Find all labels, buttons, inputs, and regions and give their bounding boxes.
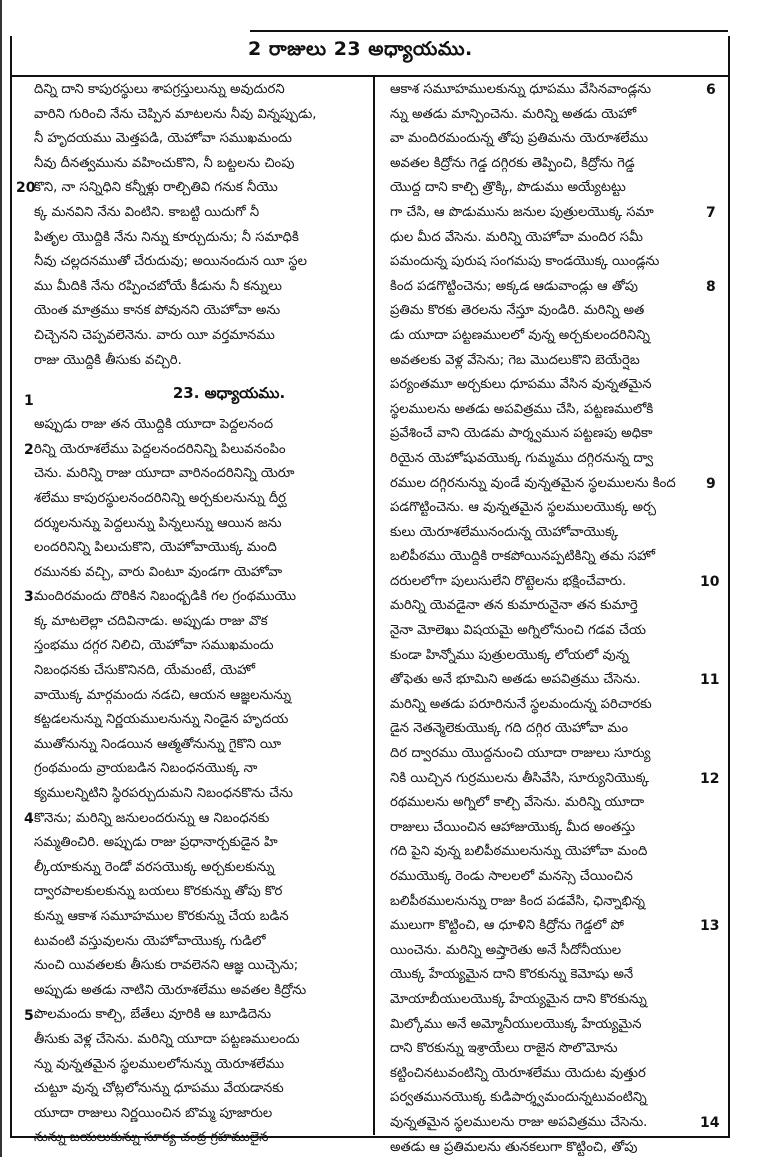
text-line: దర్శులనున్ను పెద్దలున్ను పిన్నలున్ను ఆయిన జను: [34, 515, 282, 531]
text-line: కింద పడగొట్టించెను; అక్కడ ఆడువాండ్లు ఆ తోపు: [390, 278, 638, 294]
text-line: ధుల మీద వేసెను. మరిన్ని యెహోవా మందిర సమీ: [390, 229, 643, 245]
text-line: రముల దగ్గిరనున్ను వుండే వున్నతమైన స్థలములను కింద: [390, 475, 676, 491]
text-line: తోఫెతు అనే భూమిని అతడు అపవిత్రము చేసెను.: [390, 672, 641, 688]
text-line: పితృల యొద్దికి నేను నిన్ను కూర్చుదును; నీ సమాధికి: [34, 229, 299, 245]
text-line: శలేము కాపురస్థులనందరినిన్ని అర్చకులనున్ను దీర్ఘ: [34, 490, 286, 506]
text-line: యెంత మాత్రము కానక పోవునని యెహోవా అను: [34, 303, 281, 319]
text-line: చిచ్చెనని చెప్పవలెనెను. వారు యీ వర్తమానము: [34, 327, 275, 343]
text-line: కున్ను ఆకాశ సమూహముల కొరకున్ను చేయ బడిన: [34, 909, 289, 924]
text-line: ల్కీయాకున్ను రెండో వరసయొక్క అర్చకులకున్ను: [34, 859, 275, 875]
text-line: చెను. మరిన్ని రాజు యూదా వారినందరినిన్ని యెరూ: [34, 466, 295, 482]
text-line: పడగొట్టించెను. ఆ వున్నతమైన స్థలములయొక్క అర్చ: [390, 500, 656, 516]
text-line: సమ్మతించిరి. అప్పుడు రాజు ప్రధానార్చకుడైన హి: [34, 835, 278, 851]
text-line: రాజులు చేయించిన ఆహాజుయొక్క మీద అంతస్తు: [390, 819, 636, 835]
text-line: రియైన యెహోషువయొక్క గుమ్మము దగ్గిరనున్న ద్వా: [390, 450, 654, 466]
text-line: నికి యిచ్చిన గుర్రములను తీసివేసి, సూర్యునియొక్క: [390, 770, 650, 786]
text-line: బలిపీఠములనున్ను రాజు కింద పడవేసి, ఛిన్నాభిన్న: [390, 893, 645, 909]
text-line: రముయొక్క రెండు సాలలలో మనస్సె చేయించిన: [390, 869, 633, 884]
text-line: దరులలోగా పులుసులేని రొట్టెలను భక్షించేవారు.: [390, 573, 627, 589]
left-column: [34, 78, 364, 1151]
text-line: పర్వతమునయొక్క కుడిపార్శ్వమందున్నటువంటిన్ని: [390, 1090, 647, 1106]
text-line: గ్రంథమందు వ్రాయబడిన నిబంధనయొక్క నా: [34, 761, 258, 777]
verse-number: 12: [700, 770, 720, 787]
text-line: కొని, నా సన్నిధిని కన్నీళ్లు రాల్చితివి గనుక నీయొ: [34, 180, 278, 196]
text-line: వారిని గురించి నేను చెప్పిన మాటలను నీవు విన్నప్పుడు,: [34, 106, 317, 122]
verse-number: 1: [24, 392, 34, 409]
text-line: కట్టించినటువంటిన్ని యెరూశలేము యెదుట వుత్తుర: [390, 1065, 646, 1081]
text-line: గది పైని వున్న బలిపీఠములనున్ను యెహోవా మంది: [390, 844, 648, 860]
text-line: రథములను అగ్నిలో కాల్చి వేసెను. మరిన్ని యూదా: [390, 795, 645, 811]
text-line: వున్నతమైన స్థలములను రాజు అపవిత్రము చేసెను.: [390, 1114, 648, 1130]
verse-number: 10: [700, 574, 720, 590]
text-line: నుంచి యివతలకు తీసుకు రావలెనని ఆజ్ఞ యిచ్చెను;: [34, 958, 299, 974]
text-line: క్యములన్నిటిని స్థిరపర్చుదుమని నిబంధనకొను చేను: [34, 786, 293, 802]
page-title: 2 రాజులు 23 అధ్యాయము.: [248, 38, 473, 60]
text-line: ద్వారపాలకులకున్ను బయలు కొరకున్ను తోపు కొర: [34, 884, 283, 900]
text-line: పమందున్న పురుష సంగమపు కాండయొక్క యిండ్లను: [390, 254, 660, 270]
text-line: పర్యంతమూ అర్చకులు ధూపము వేసిన వున్నతమైన: [390, 377, 652, 393]
text-line: పొలమందు కాల్చి, బేతేలు వూరికి ఆ బూడిదెను: [34, 1007, 272, 1023]
text-line: ముతోనున్ను నిండయిన ఆత్మతోనున్ను గైకొని యీ: [34, 736, 282, 752]
scan-edge-rule: [0, 0, 2, 1157]
text-line: ప్రవేశించే వాని యెడమ పార్శ్వమున పట్టణపు అధికా: [390, 426, 653, 442]
verse-number: 13: [700, 918, 720, 935]
text-line: క్క మనవిని నేను వింటిని. కాబట్టి యిదుగో నీ: [34, 204, 260, 220]
text-line: మందిరమందు దొరికిన నిబంధ్బడికి గల గ్రంథముయొ: [34, 589, 297, 605]
text-line: నీవు దీనత్వమును వహించుకొని, నీ బట్టలను చింపు: [34, 155, 295, 171]
verse-number: 11: [700, 672, 720, 689]
text-line: నీవు చల్లదనముతో చేరుదువు; అయినందున యీ స్థల: [34, 254, 307, 270]
text-line: అవతలకు వెళ్ల వేసెను; గెబ మొదలుకొని బెయేర్షెబ: [390, 352, 640, 368]
text-line: కట్టడలనున్ను నిర్ణయములనున్ను నిండైన హృదయ: [34, 712, 289, 728]
text-line: ములుగా కొట్టించి, ఆ ధూళిని కిద్రోను గెడ్డలో పో: [390, 918, 624, 934]
verse-number: 6: [706, 82, 716, 98]
text-line: తీసుకు వెళ్ల చేసెను. మరిన్ని యూదా పట్టణములందు: [34, 1031, 300, 1047]
text-line: మరిన్ని యెవడైనా తన కుమారునైనా తన కుమార్తె: [390, 598, 638, 614]
text-line: స్తంభము దగ్గర నిలిచి, యెహోవా సముఖమందు: [34, 638, 274, 654]
text-line: గా చేసి, ఆ పొడుమును జనుల పుత్రులయొక్క సమా: [390, 204, 654, 220]
text-line: చుట్టూ వున్న చోట్లలోనున్ను ధూపము వేయడానకు: [34, 1081, 284, 1097]
text-line: డు యూదా పట్టణములలో వున్న అర్చకులందరినిన్ని: [390, 327, 650, 343]
text-line: కులు యెరూశలేమునందున్న యెహోవాయొక్క: [390, 524, 619, 540]
text-line: న్ను అతడు మాన్పించెను. మరిన్ని అతడు యెహో: [390, 106, 637, 122]
text-line: న్ను వున్నతమైన స్థలములలోనున్ను యెరూశలేము: [34, 1056, 285, 1072]
text-line: యించెను. మరిన్ని అష్తారెతు అనే సీదోనీయుల: [390, 942, 622, 958]
verse-number: 5: [24, 1007, 34, 1024]
text-line: యూదా రాజులు నిర్ణయించిన బొమ్మ పూజారుల: [34, 1105, 273, 1121]
right-column: [390, 78, 700, 1160]
verse-number: 4: [24, 810, 34, 827]
text-line: మిల్కోము అనే అమ్మోనీయులయొక్క హేయ్యమైన: [390, 1016, 642, 1032]
verse-number: 3: [24, 589, 34, 606]
text-line: యొక్క హేయ్యమైన దాని కొరకున్ను కెమోషు అనే: [390, 967, 634, 983]
text-line: నిబంధనకు చేసుకొనినది, యేమంటే, యెహో: [34, 663, 255, 679]
text-line: వా మందిరమందున్న తోపు ప్రతిమను యెరూశలేము: [390, 131, 649, 147]
text-line: రాజు యొద్దికి తీసుకు వచ్చిరి.: [34, 352, 182, 368]
text-line: ప్రతిమ కొరకు తెరలను నేస్తూ వుండిరి. మరిన్ని అత: [390, 303, 645, 319]
text-line: నీ హృదయము మెత్తపడి, యెహోవా సముఖమందు: [34, 131, 292, 147]
text-line: లందరినిన్ని పిలుచుకొని, యెహోవాయొక్క మంది: [34, 540, 277, 556]
verse-number: 7: [706, 205, 716, 221]
chapter-heading: 23. అధ్యాయము.: [172, 384, 286, 403]
text-line: కుండా హిన్నోము పుత్రులయొక్క లోయలో వున్న: [390, 647, 629, 663]
text-line: అవతల కిద్రోను గెడ్డ దగ్గిరకు తెప్పించి, కిద్రోను గెడ్డ: [390, 155, 635, 171]
text-line: నైనా మోలెఖు విషయమై అగ్నిలోనుంచి గడవ చేయ: [390, 623, 646, 639]
text-line: దిర ద్వారము యొద్దనుంచి యూదా రాజులు సూర్యు: [390, 746, 651, 762]
text-line: రిన్ని యెరూశలేము పెద్దలనందరినిన్ని పిలువనంపిం: [34, 441, 286, 457]
verse-number: 2: [24, 441, 34, 458]
text-line: అతడు ఆ ప్రతిమలను తునకలుగా కొట్టించి, తోపు: [390, 1139, 638, 1155]
verse-number: 9: [706, 475, 716, 492]
verse-number: 8: [706, 278, 716, 295]
text-line: ము మీదికి నేను రప్పించబోయే కీడును నీ కన్నులు: [34, 278, 282, 294]
text-line: స్థలములను అతడు అపవిత్రము చేసి, పట్టణములోకి: [390, 401, 654, 417]
text-line: అప్పుడు రాజు తన యొద్దికి యూదా పెద్దలనంద: [34, 417, 274, 433]
text-line: బలిపీఠము యొద్దికి రాకపోయినప్పటికిన్ని తమ సహో: [390, 549, 656, 565]
title-rule: [10, 75, 728, 77]
text-line: డైన నెతన్మెలెకుయొక్క గది దగ్గిర యెహోవా మం: [390, 721, 629, 737]
text-line: కొనెను; మరిన్ని జనులందరున్ను ఆ నిబంధనకు: [34, 810, 270, 826]
text-line: టువంటి వస్తువులను యెహోవాయొక్క గుడిలో: [34, 933, 266, 949]
text-line: రమునకు వచ్చి, వారు వింటూ వుండగా యెహోవా: [34, 564, 283, 580]
text-line: మరిన్ని అతడు పరూరినునే స్థలమందున్న పరిచారకు: [390, 696, 652, 712]
column-divider: [373, 75, 375, 1135]
text-line: దాని కొరకున్ను ఇశ్రాయేలు రాజైన సొలొమోను: [390, 1041, 618, 1057]
text-line: మోయాబీయులయొక్క హేయ్యమైన దాని కొరకున్ను: [390, 991, 647, 1007]
text-line: అప్పుడు అతడు నాటిని యెరూశలేము అవతల కిద్రోను: [34, 982, 307, 998]
text-line: వాయొక్క మార్గమందు నడచి, ఆయన ఆజ్ఞలనున్ను: [34, 687, 292, 703]
text-line: క్క మాటలెల్లా చదివినాడు. అప్పుడు రాజు వొక: [34, 613, 268, 629]
title-box-top-border: [250, 30, 728, 32]
text-line: యొద్ద దాని కాల్చి త్రొక్కి, పొడుము అయ్యేటట్టు: [390, 180, 626, 196]
text-line: దిన్ని దాని కాపురస్థులు శాపగ్రస్తులున్ను అవుదురని: [34, 82, 285, 97]
verse-number: 20: [16, 180, 36, 197]
text-line: ఆకాశ సమూహములకున్ను ధూపము వేసినవాండ్లను: [390, 82, 652, 97]
verse-number: 14: [700, 1115, 720, 1132]
text-line: నున్ను బయలుకున్ను సూర్య చంద్ర గ్రహములైన: [34, 1130, 269, 1146]
